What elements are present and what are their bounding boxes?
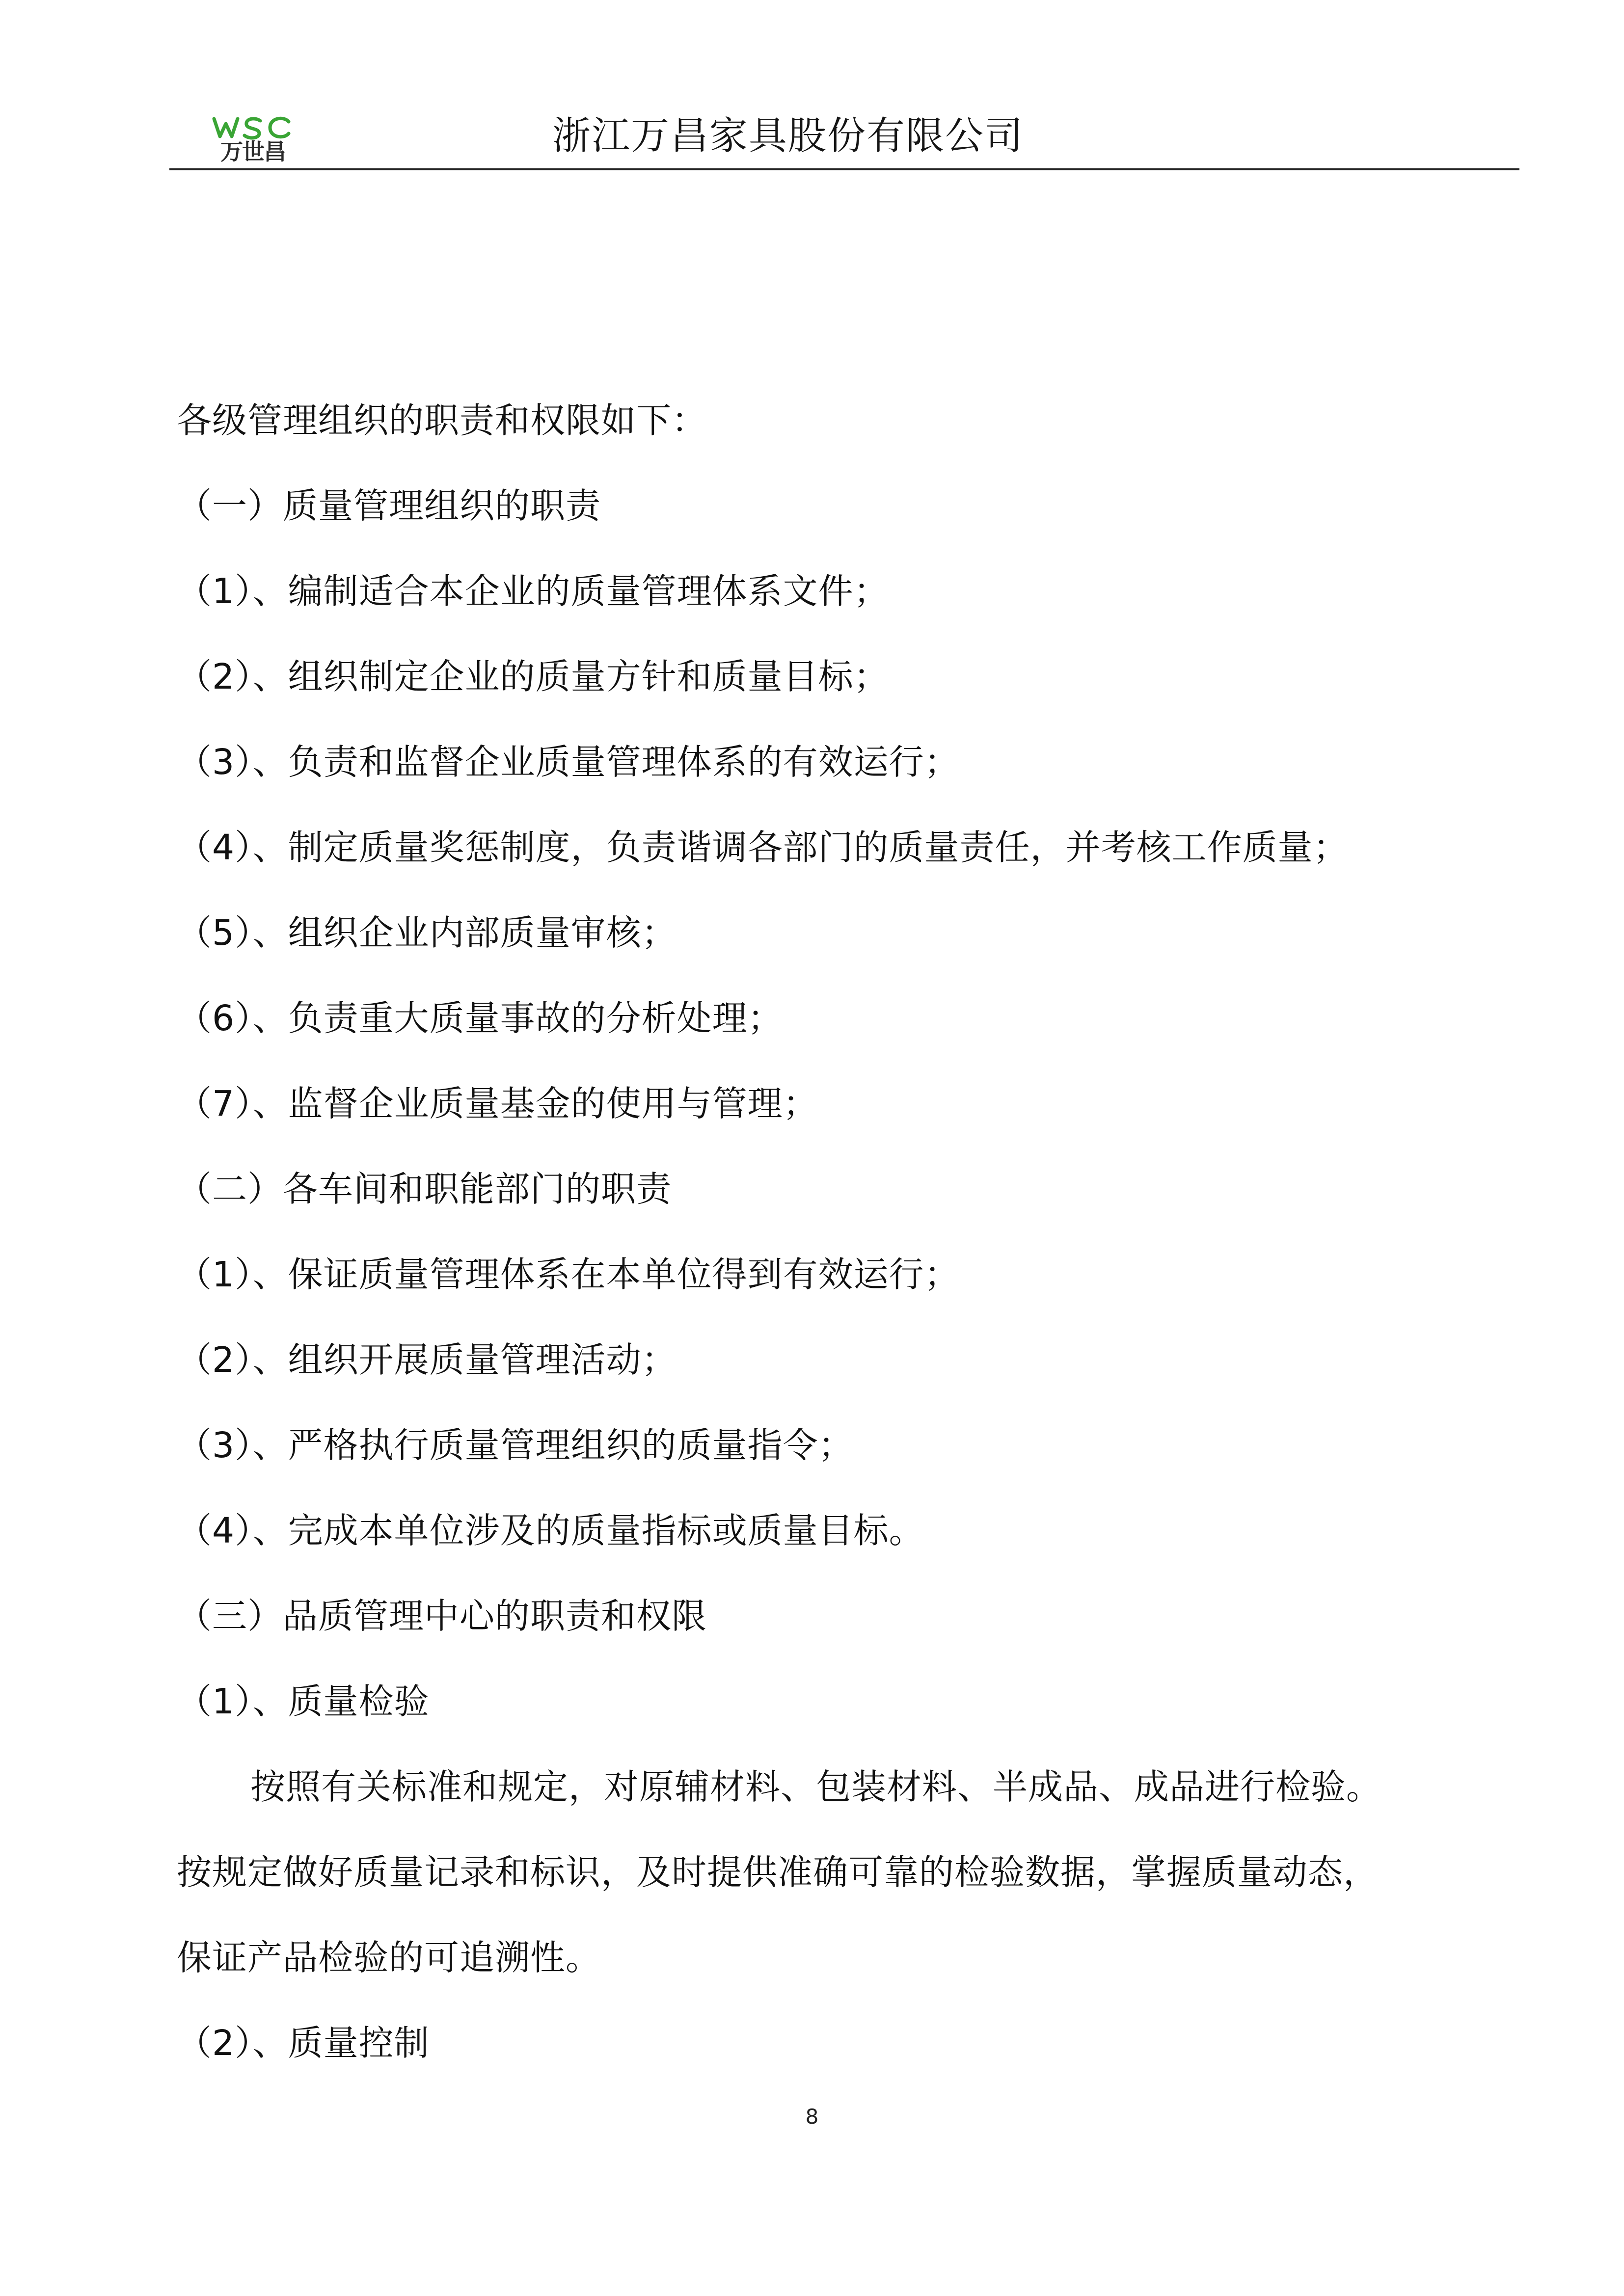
document-body bbox=[177, 378, 1473, 2086]
section-heading-1: （一）质量管理组织的职责 bbox=[177, 485, 601, 526]
list-item: （1）、编制适合本企业的质量管理体系文件； bbox=[177, 571, 889, 612]
list-item: （1）、保证质量管理体系在本单位得到有效运行； bbox=[177, 1254, 960, 1295]
list-item: （4）、完成本单位涉及的质量指标或质量目标。 bbox=[177, 1510, 924, 1551]
list-item: （5）、组织企业内部质量审核； bbox=[177, 912, 677, 953]
list-item: （6）、负责重大质量事故的分析处理； bbox=[177, 998, 783, 1039]
section-heading-3: （三）品质管理中心的职责和权限 bbox=[177, 1596, 707, 1636]
list-item: （1）、质量检验 bbox=[177, 1681, 430, 1722]
section-heading-2: （二）各车间和职能部门的职责 bbox=[177, 1169, 672, 1209]
paragraph-line: 保证产品检验的可追溯性。 bbox=[177, 1937, 601, 1978]
page-header bbox=[169, 98, 1519, 169]
list-item: （7）、监督企业质量基金的使用与管理； bbox=[177, 1083, 818, 1124]
list-item: （3）、负责和监督企业质量管理体系的有效运行； bbox=[177, 742, 960, 782]
list-item: （2）、质量控制 bbox=[177, 2023, 430, 2063]
logo-caption: 万世昌 bbox=[220, 138, 285, 165]
paragraph-line: 按规定做好质量记录和标识，及时提供准确可靠的检验数据，掌握质量动态， bbox=[177, 1852, 1379, 1893]
header-divider bbox=[169, 168, 1519, 170]
company-name: 浙江万昌家具股份有限公司 bbox=[552, 114, 1024, 158]
list-item: （4）、制定质量奖惩制度，负责谐调各部门的质量责任，并考核工作质量； bbox=[177, 827, 1349, 868]
list-item: （2）、组织制定企业的质量方针和质量目标； bbox=[177, 656, 889, 697]
page-number: 8 bbox=[805, 2105, 819, 2129]
wsc-logo-mark bbox=[211, 113, 295, 142]
intro-line: 各级管理组织的职责和权限如下： bbox=[177, 400, 707, 441]
list-item: （2）、组织开展质量管理活动； bbox=[177, 1339, 677, 1380]
list-item: （3）、严格执行质量管理组织的质量指令； bbox=[177, 1425, 854, 1466]
paragraph-line: 按照有关标准和规定，对原辅材料、包装材料、半成品、成品进行检验。 bbox=[250, 1766, 1382, 1807]
